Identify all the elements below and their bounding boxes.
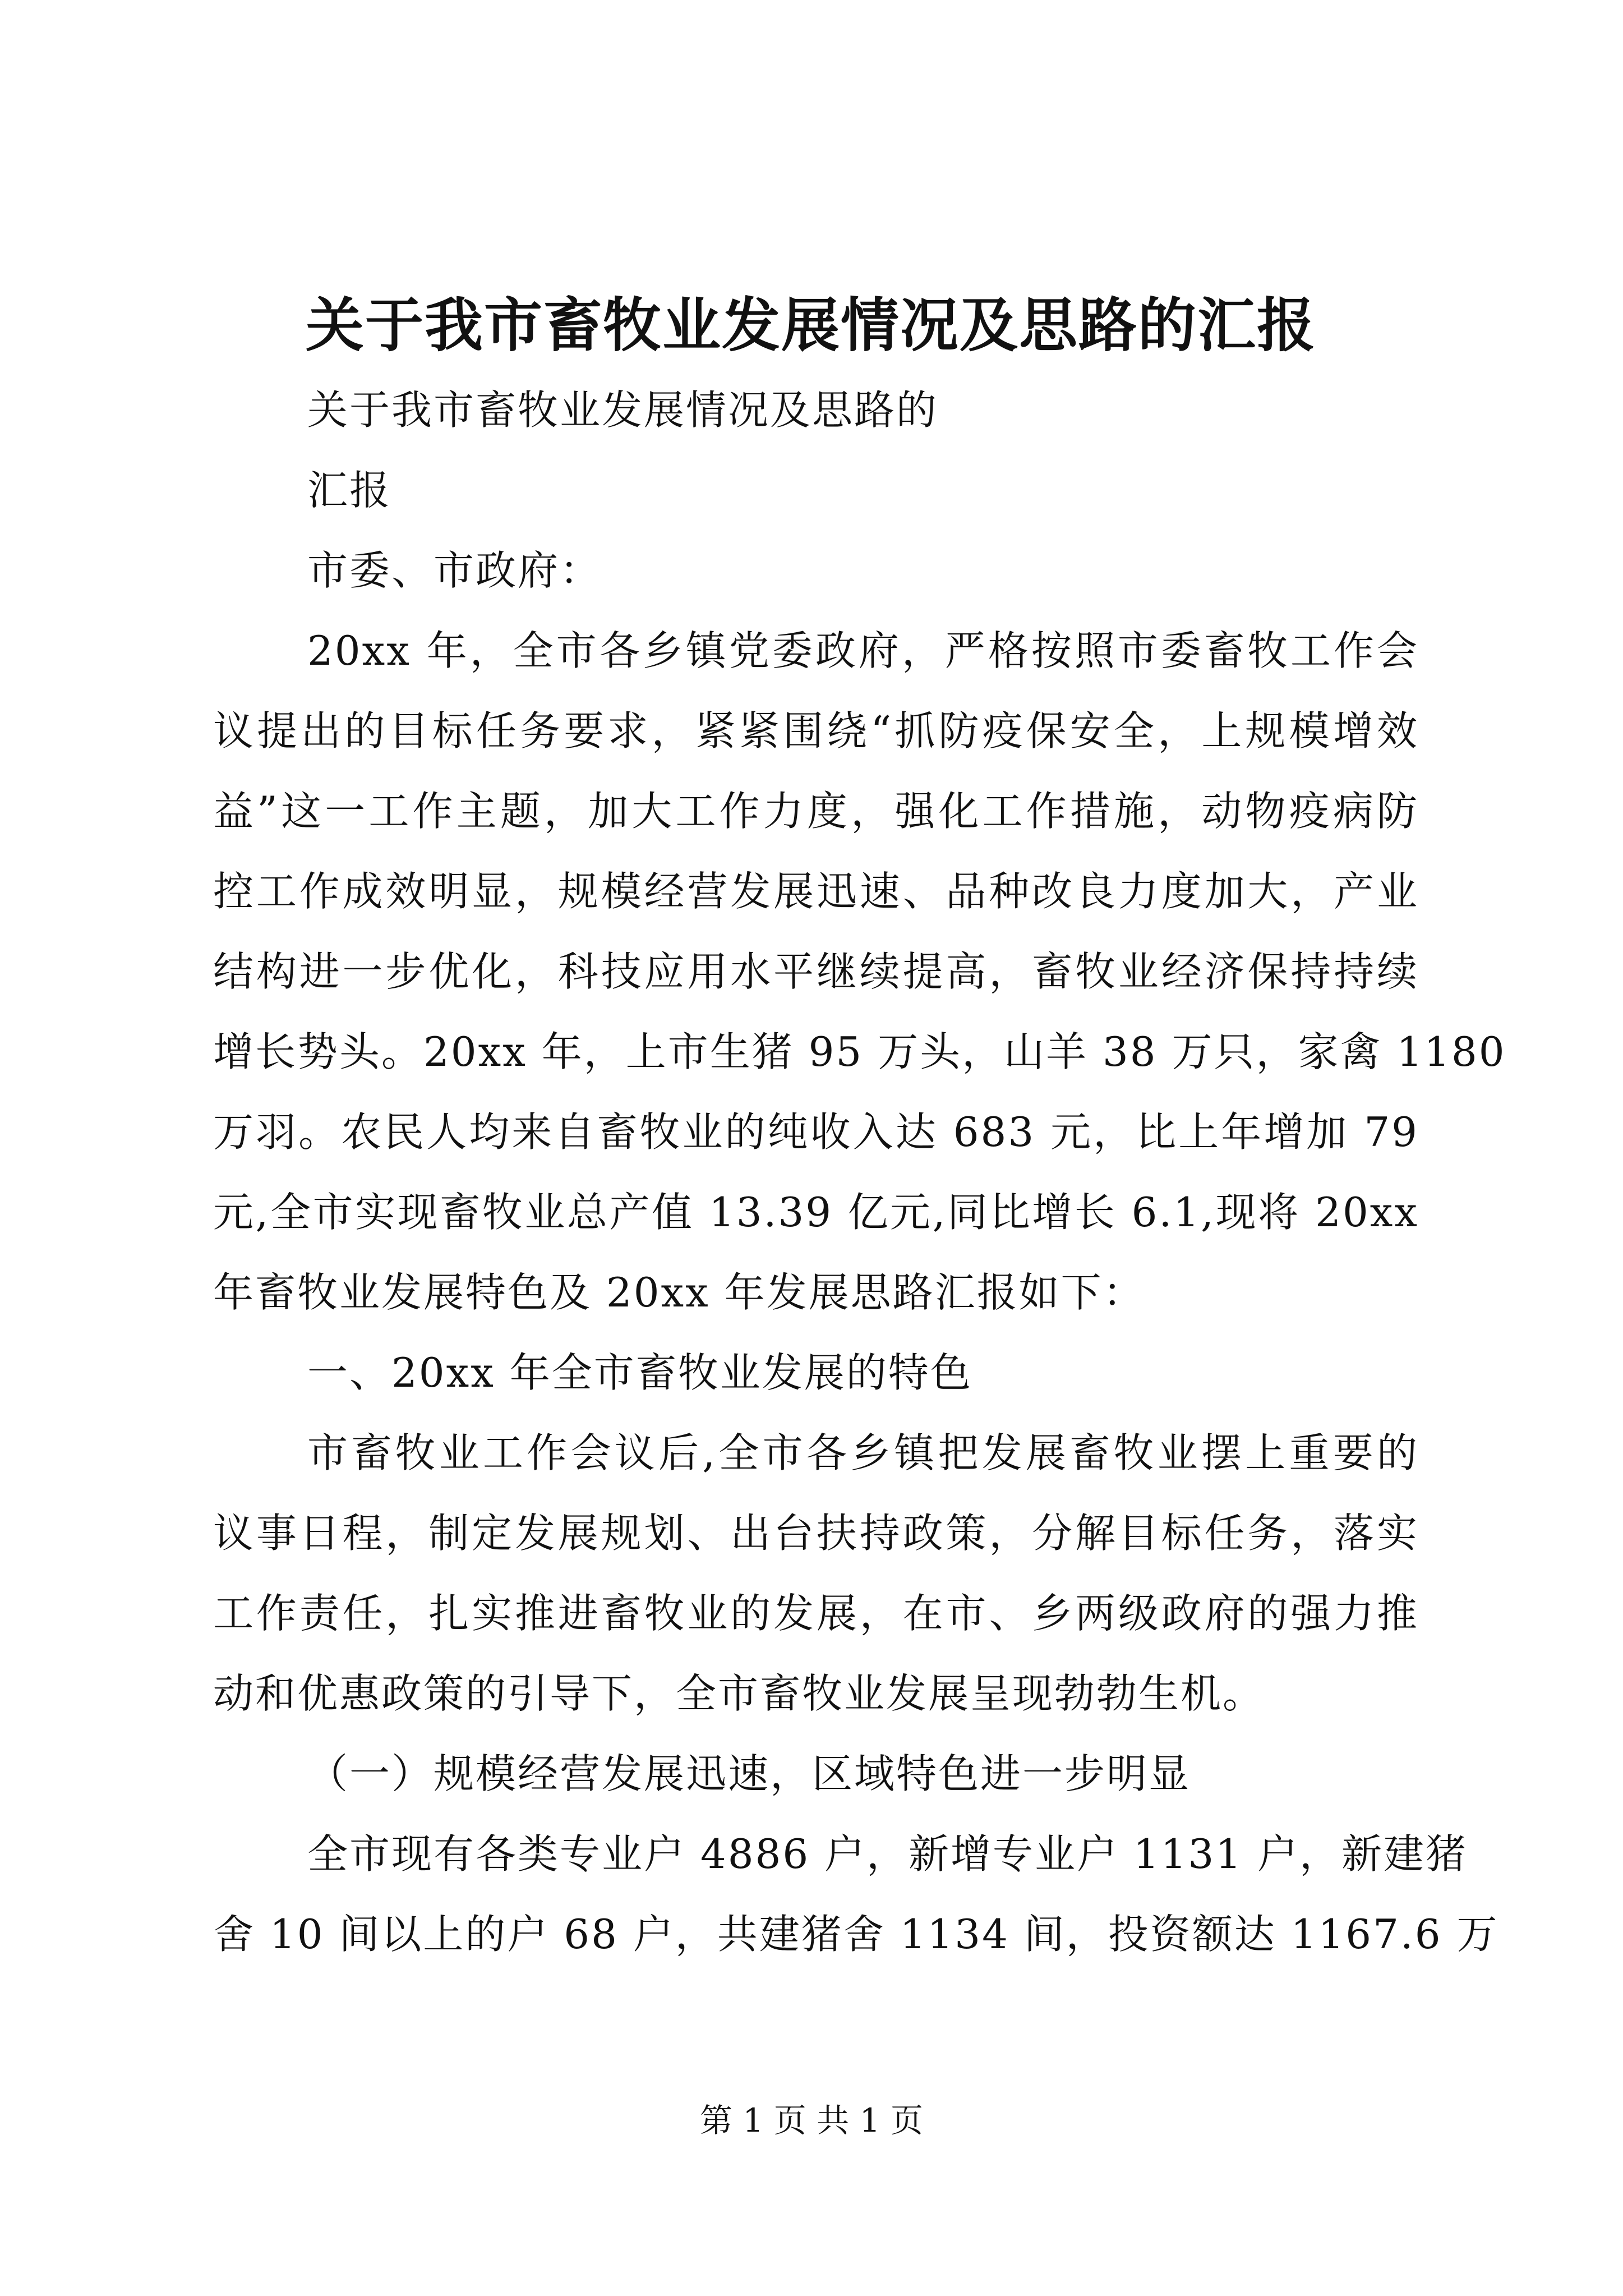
paragraph-line: 增长势头。20xx 年，上市生猪 95 万头，山羊 38 万只，家禽 1180 xyxy=(213,1028,1506,1075)
document-body xyxy=(213,370,1506,1975)
paragraph-line: 20xx 年，全市各乡镇党委政府，严格按照市委畜牧工作会 xyxy=(307,627,1419,674)
section-heading: 一、20xx 年全市畜牧业发展的特色 xyxy=(307,1349,972,1396)
paragraph-line: 全市现有各类专业户 4886 户，新增专业户 1131 户，新建猪 xyxy=(307,1830,1468,1878)
page-number-footer: 第 1 页 共 1 页 xyxy=(700,2101,923,2139)
paragraph-line: 动和优惠政策的引导下，全市畜牧业发展呈现勃勃生机。 xyxy=(213,1670,1265,1717)
document-title: 关于我市畜牧业发展情况及思路的汇报 xyxy=(306,291,1317,360)
paragraph-line: 控工作成效明显，规模经营发展迅速、品种改良力度加大，产业 xyxy=(213,868,1419,915)
subtitle-line: 关于我市畜牧业发展情况及思路的 xyxy=(307,386,939,434)
paragraph-line: 市畜牧业工作会议后,全市各乡镇把发展畜牧业摆上重要的 xyxy=(307,1429,1419,1476)
salutation: 市委、市政府： xyxy=(307,547,602,594)
paragraph-line: 议事日程，制定发展规划、出台扶持政策，分解目标任务，落实 xyxy=(213,1510,1419,1557)
paragraph-line: 议提出的目标任务要求，紧紧围绕“抓防疫保安全，上规模增效 xyxy=(213,707,1419,754)
subsection-heading: （一）规模经营发展迅速，区域特色进一步明显 xyxy=(307,1750,1191,1797)
paragraph-line: 工作责任，扎实推进畜牧业的发展，在市、乡两级政府的强力推 xyxy=(213,1590,1419,1637)
paragraph-line: 舍 10 间以上的户 68 户，共建猪舍 1134 间，投资额达 1167.6 万 xyxy=(213,1911,1499,1958)
subtitle-line: 汇报 xyxy=(307,467,392,514)
paragraph-line: 万羽。农民人均来自畜牧业的纯收入达 683 元，比上年增加 79 xyxy=(213,1108,1419,1156)
paragraph-line: 元,全市实现畜牧业总产值 13.39 亿元,同比增长 6.1,现将 20xx xyxy=(213,1189,1419,1236)
paragraph-line: 结构进一步优化，科技应用水平继续提高，畜牧业经济保持持续 xyxy=(213,948,1419,995)
paragraph-line: 年畜牧业发展特色及 20xx 年发展思路汇报如下： xyxy=(213,1269,1145,1316)
paragraph-line: 益”这一工作主题，加大工作力度，强化工作措施，动物疫病防 xyxy=(213,788,1419,835)
